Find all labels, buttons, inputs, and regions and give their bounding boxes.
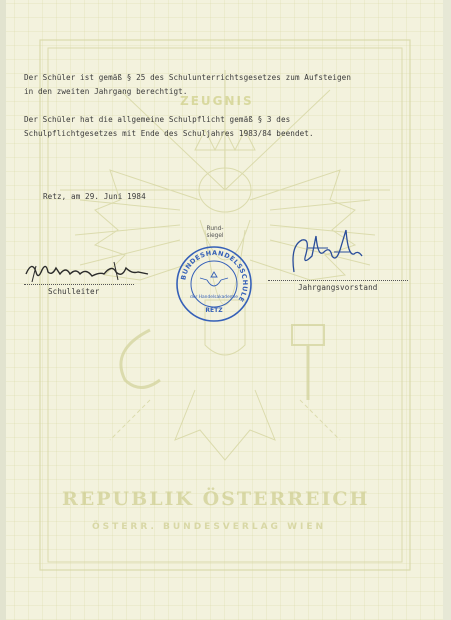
body-line-4: Schulpflichtgesetzes mit Ende des Schuljahres 1983/84 beendet.	[24, 129, 314, 138]
class-teacher-title: Jahrgangsvorstand	[298, 283, 378, 292]
place-date: Retz, am 29. Juni 1984	[43, 192, 146, 201]
seal-label	[200, 226, 230, 240]
principal-signature-line	[24, 284, 134, 285]
class-teacher-signature	[288, 226, 368, 282]
republik-watermark: REPUBLIK ÖSTERREICH	[62, 488, 370, 510]
body-line-1: Der Schüler ist gemäß § 25 des Schulunterrichtsgesetzes zum Aufsteigen	[24, 73, 352, 82]
school-seal	[174, 244, 254, 324]
principal-title: Schulleiter	[48, 287, 100, 296]
zeugnis-watermark: ZEUGNIS	[180, 94, 254, 108]
seal-label-text: Rund- siegel	[206, 226, 224, 239]
seal-ring-text: BUNDESHANDELSSCHULE	[179, 248, 250, 304]
body-line-2: in den zweiten Jahrgang berechtigt.	[24, 87, 188, 96]
class-teacher-signature-line	[268, 280, 408, 281]
seal-inner-text: der Handelsakademie	[190, 295, 238, 300]
body-line-3: Der Schüler hat die allgemeine Schulpflicht gemäß § 3 des	[24, 115, 291, 124]
seal-city: RETZ	[205, 307, 223, 314]
principal-signature	[22, 252, 152, 288]
publisher-watermark: ÖSTERR. BUNDESVERLAG WIEN	[92, 522, 327, 532]
